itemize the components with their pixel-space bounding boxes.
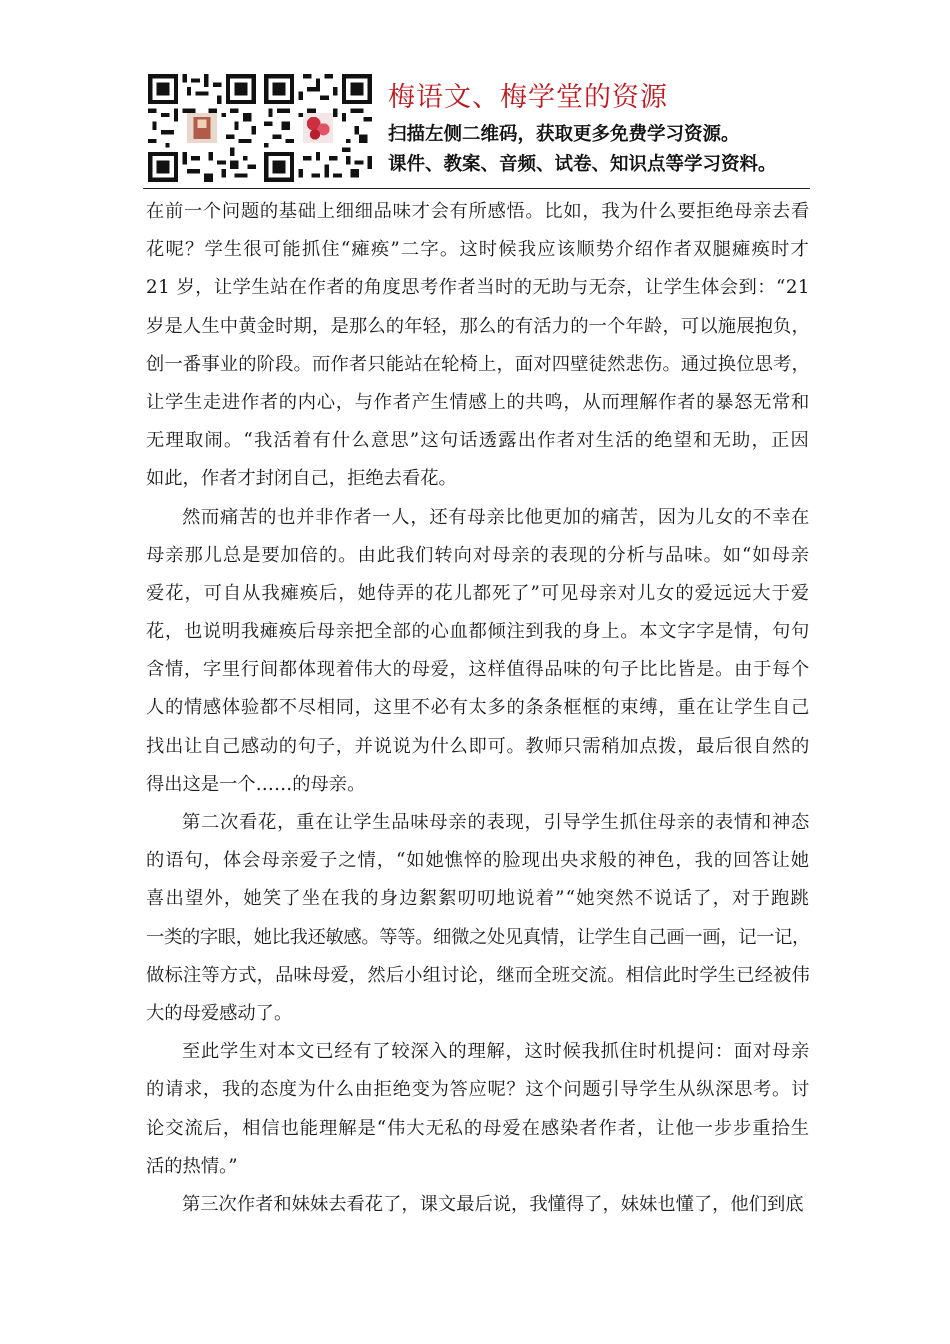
text-line: 21 岁，让学生站在作者的角度思考作者当时的无助与无奈，让学生体会到：“21 [146, 277, 810, 299]
page-header [148, 72, 810, 186]
text-line: 人的情感体验都不尽相同，这里不必有太多的条条框框的束缚，重在让学生自己 [146, 697, 810, 719]
text-line: 的语句，体会母亲爱子之情，“如她憔悴的脸现出央求般的神色，我的回答让她 [146, 850, 810, 872]
paragraph [146, 499, 810, 805]
text-line: 第二次看花，重在让学生品味母亲的表现，引导学生抓住母亲的表情和神态 [182, 812, 810, 833]
text-line: 做标注等方式，品味母爱，然后小组讨论，继而全班交流。相信此时学生已经被伟 [146, 964, 810, 986]
text-line: 岁是人生中黄金时期，是那么的年轻，那么的有活力的一个年龄，可以施展抱负， [146, 315, 810, 337]
text-line: 找出让自己感动的句子，并说说为什么即可。教师只需稍加点拨，最后很自然的 [146, 735, 810, 757]
document-body [146, 193, 810, 1224]
paragraph [146, 1033, 810, 1186]
text-line: 花呢？学生很可能抓住“瘫痪”二字。这时候我应该顺势介绍作者双腿瘫痪时才 [146, 239, 810, 261]
paragraph [146, 193, 810, 499]
paragraph [146, 1186, 810, 1224]
text-line: 论交流后，相信也能理解是“伟大无私的母爱在感染者作者，让他一步步重拾生 [146, 1117, 810, 1139]
text-line: 活的热情。” [146, 1155, 238, 1177]
qr-code-left [148, 74, 256, 182]
text-line: 如此，作者才封闭自己，拒绝去看花。 [146, 468, 457, 490]
text-line: 在前一个问题的基础上细细品味才会有所感悟。比如，我为什么要拒绝母亲去看 [146, 201, 810, 222]
header-line-2: 课件、教案、音频、试卷、知识点等学习资料。 [388, 154, 777, 175]
text-line: 花，也说明我瘫痪后母亲把全部的心血都倾注到我的身上。本文字字是情，句句 [146, 621, 810, 643]
text-line: 爱花，可自从我瘫痪后，她侍弄的花儿都死了”可见母亲对儿女的爱远远大于爱 [146, 582, 810, 604]
text-line: 然而痛苦的也并非作者一人，还有母亲比他更加的痛苦，因为儿女的不幸在 [182, 506, 810, 528]
paragraph [146, 804, 810, 1033]
text-line: 喜出望外，她笑了坐在我的身边絮絮叨叨地说着”“她突然不说话了，对于跑跳 [146, 888, 810, 910]
text-line: 得出这是一个……的母亲。 [146, 773, 366, 795]
header-line-1: 扫描左侧二维码，获取更多免费学习资源。 [388, 124, 740, 145]
text-line: 第三次作者和妹妹去看花了，课文最后说，我懂得了，妹妹也懂了，他们到底 [182, 1193, 804, 1215]
text-line: 大的母爱感动了。 [146, 1002, 293, 1024]
text-line: 的请求，我的态度为什么由拒绝变为答应呢？这个问题引导学生从纵深思考。讨 [146, 1079, 810, 1101]
text-line: 至此学生对本文已经有了较深入的理解，这时候我抓住时机提问：面对母亲 [182, 1041, 810, 1063]
qr-code-right [264, 74, 372, 182]
text-line: 含情，字里行间都体现着伟大的母爱，这样值得品味的句子比比皆是。由于每个 [146, 659, 810, 681]
text-line: 母亲那儿总是要加倍的。由此我们转向对母亲的表现的分析与品味。如“如母亲 [146, 544, 810, 566]
text-line: 一类的字眼，她比我还敏感。等等。细微之处见真情，让学生自己画一画，记一记， [146, 926, 810, 948]
header-text [388, 72, 818, 180]
text-line: 无理取闹。“我活着有什么意思”这句话透露出作者对生活的绝望和无助，正因 [146, 430, 810, 452]
text-line: 创一番事业的阶段。而作者只能站在轮椅上，面对四壁徒然悲伤。通过换位思考， [146, 353, 810, 375]
header-title: 梅语文、梅学堂的资源 [388, 82, 668, 113]
text-line: 让学生走进作者的内心，与作者产生情感上的共鸣，从而理解作者的暴怒无常和 [146, 391, 810, 413]
header-divider [143, 188, 810, 189]
